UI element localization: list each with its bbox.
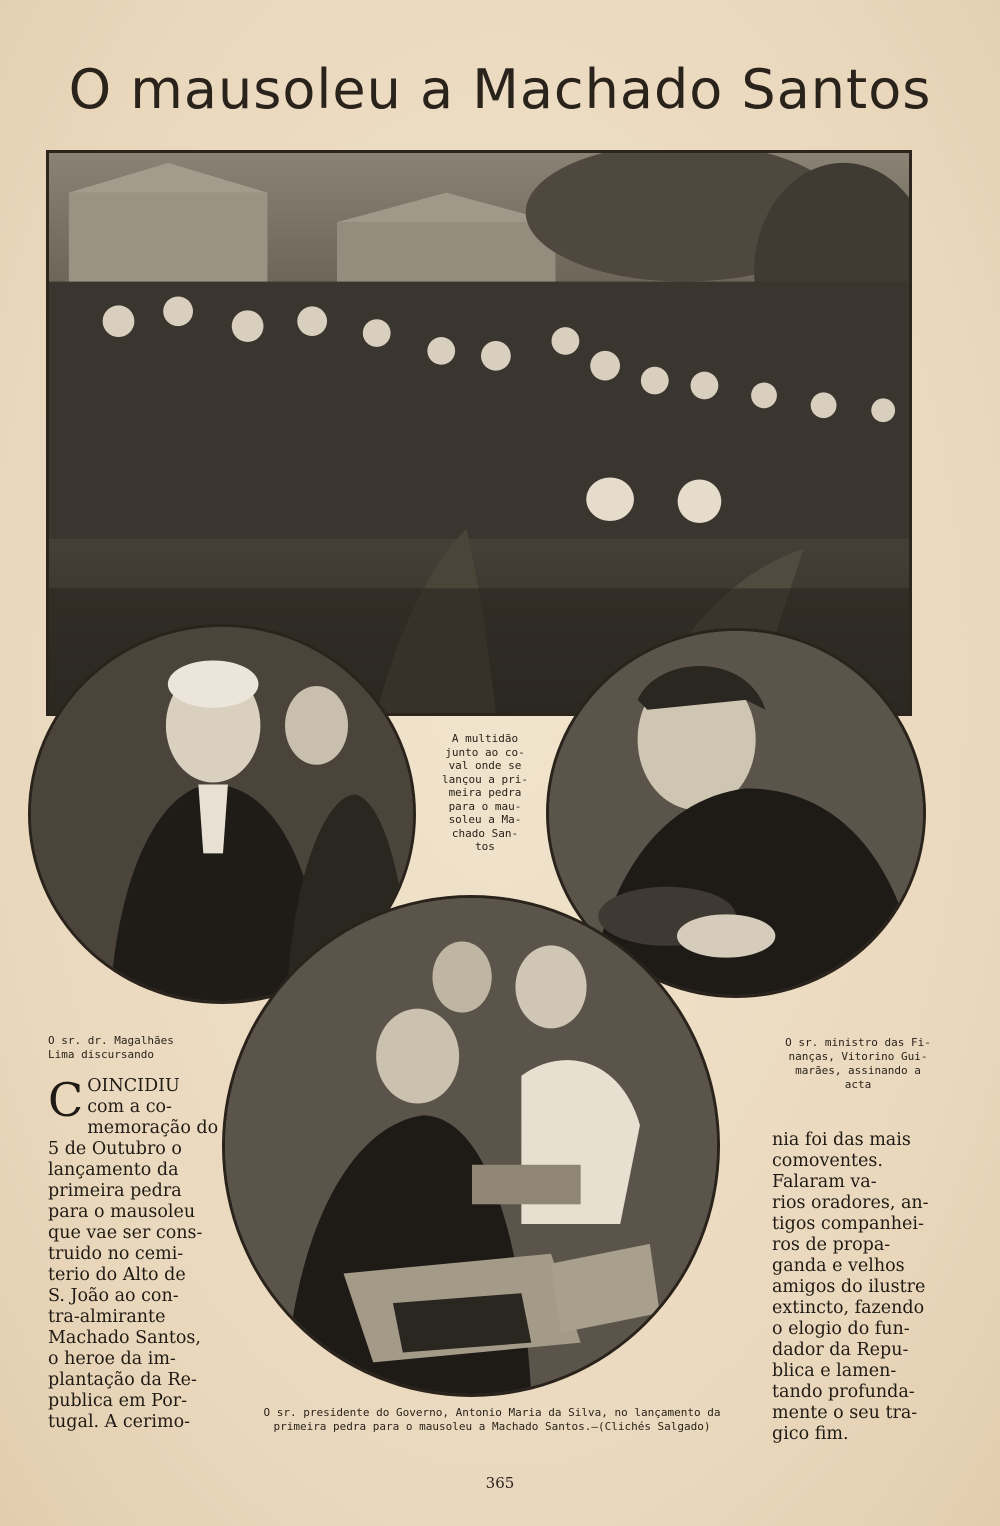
article-text-right: nia foi das mais comoventes. Falaram va- rios oradores, an- tigos companhei- ros de propa- ganda e velhos amigos do ilustre extincto, fazendo o elogio do fun- dador da Repu- blica e lamen- tando profunda- mente o seu tra- gico fim.: [772, 1130, 929, 1444]
magalhaes-lima-caption: O sr. dr. Magalhães Lima discursando: [48, 1034, 174, 1061]
drop-cap: C: [48, 1073, 84, 1127]
crowd-photo-caption: A multidão junto ao co- val onde se lançou a pri- meira pedra para o mau- soleu a Ma- chado San- tos: [441, 732, 529, 853]
article-column-left: [48, 1073, 234, 1433]
antonio-maria-da-silva-photo: [222, 895, 720, 1397]
article-text-left: OINCIDIU com a co- memoração do 5 de Outubro o lançamento da primeira pedra para o mausoleu que vae ser cons- truido no cemi- terio do Alto de S. João ao con- tra-almirante Machado Santos, o heroe da im- plantação da Re- publica em Por- tugal. A cerimo-: [48, 1076, 219, 1432]
vitorino-guimaraes-caption: O sr. ministro das Fi- nanças, Vitorino Gui- marães, assinando a acta: [785, 1036, 931, 1091]
page-number: 365: [485, 1474, 515, 1492]
antonio-maria-da-silva-caption: O sr. presidente do Governo, Antonio Maria da Silva, no lançamento da primeira pedra para o mausoleu a Machado Santos.—(Clichés Salgado): [263, 1406, 721, 1433]
page-title: O mausoleu a Machado Santos: [68, 58, 932, 121]
